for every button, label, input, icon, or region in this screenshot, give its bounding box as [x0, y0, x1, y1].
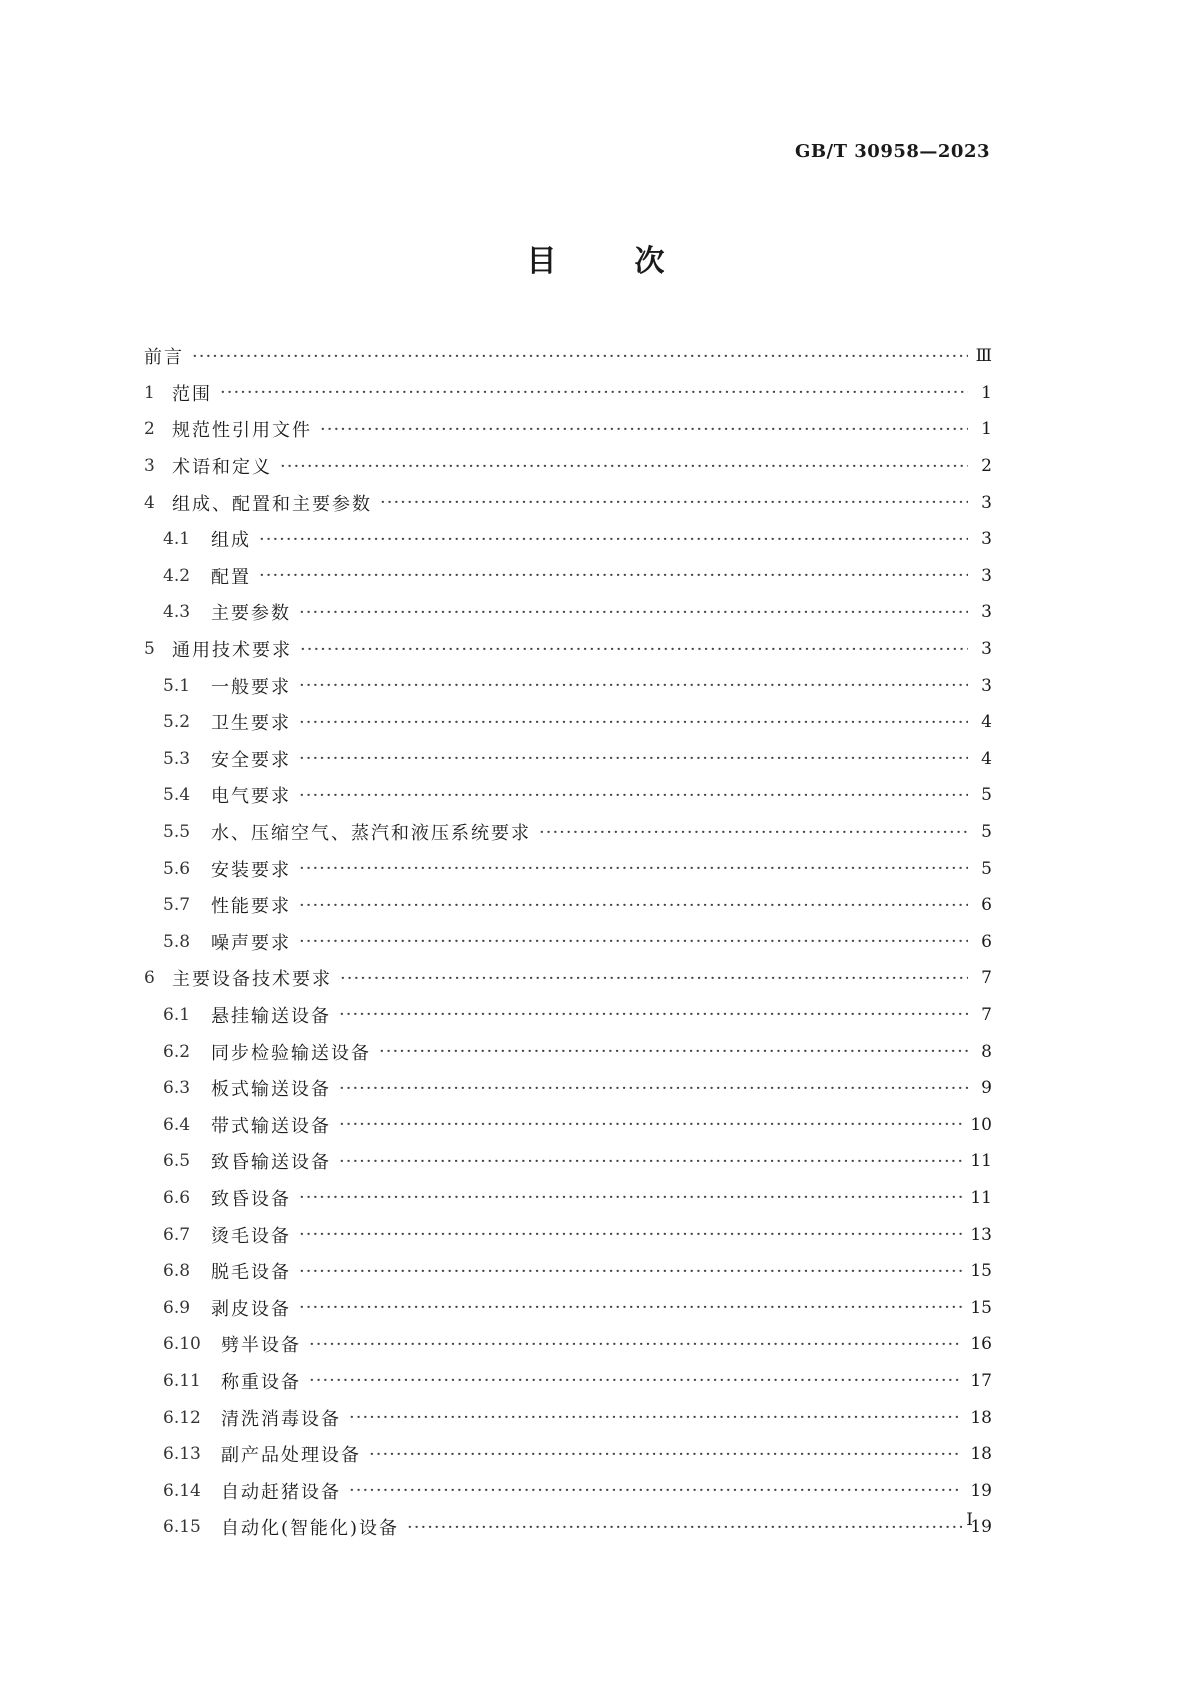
title-char-2: 次 [634, 244, 665, 279]
dot-leader [349, 1480, 962, 1501]
standard-code: GB/T 30958—2023 [794, 141, 990, 162]
toc-entry-page: 2 [981, 456, 992, 477]
toc-entry-page: 19 [970, 1517, 992, 1538]
toc-entry-label: 清洗消毒设备 [221, 1408, 341, 1430]
toc-entry-number: 4.1 [163, 529, 191, 550]
table-of-contents [144, 338, 992, 1546]
toc-entry[interactable] [144, 411, 992, 448]
dot-leader [309, 1334, 962, 1355]
toc-entry[interactable] [144, 667, 992, 704]
toc-entry-page: 18 [970, 1407, 992, 1428]
toc-entry-label: 一般要求 [211, 676, 291, 698]
toc-entry-page: 17 [970, 1370, 992, 1391]
toc-entry-label: 通用技术要求 [172, 640, 292, 662]
dot-leader [339, 1078, 968, 1099]
toc-entry[interactable] [144, 850, 992, 887]
dot-leader [299, 1297, 962, 1318]
toc-entry[interactable] [144, 631, 992, 668]
toc-entry-number: 6.2 [163, 1041, 191, 1062]
toc-entry[interactable] [144, 814, 992, 851]
toc-entry-label: 水、压缩空气、蒸汽和液压系统要求 [211, 823, 531, 845]
toc-entry-number: 6.7 [163, 1224, 191, 1245]
toc-entry-number: 6.4 [163, 1114, 191, 1135]
toc-entry[interactable] [144, 1033, 992, 1070]
dot-leader [320, 419, 968, 440]
toc-entry[interactable] [144, 1216, 992, 1253]
toc-entry-page: 8 [981, 1041, 992, 1062]
dot-leader [299, 1224, 962, 1245]
toc-entry[interactable] [144, 558, 992, 595]
toc-entry-page: 11 [970, 1151, 992, 1172]
dot-leader [259, 529, 968, 550]
dot-leader [299, 602, 968, 623]
toc-entry-label: 同步检验输送设备 [211, 1042, 371, 1064]
toc-entry-page: 5 [981, 822, 992, 843]
toc-entry-label: 剥皮设备 [211, 1298, 291, 1320]
toc-entry-number: 6.3 [163, 1078, 191, 1099]
toc-entry-label: 卫生要求 [211, 713, 291, 735]
toc-entry-page: 11 [970, 1187, 992, 1208]
toc-entry-number: 6.9 [163, 1297, 191, 1318]
toc-entry-page: 3 [981, 675, 992, 696]
toc-entry-page: 13 [970, 1224, 992, 1245]
toc-entry-number: 6.5 [163, 1151, 191, 1172]
toc-entry-number: 3 [144, 456, 155, 477]
toc-entry-number: 6.11 [163, 1370, 201, 1391]
toc-entry-label: 板式输送设备 [211, 1079, 331, 1101]
toc-entry-label: 电气要求 [211, 786, 291, 808]
toc-entry-page: 3 [981, 492, 992, 513]
toc-entry-page: 19 [970, 1480, 992, 1501]
toc-entry-number: 6.15 [163, 1517, 201, 1538]
toc-entry-page: 15 [970, 1261, 992, 1282]
toc-entry-page: 1 [981, 382, 992, 403]
toc-entry-label: 悬挂输送设备 [211, 1005, 331, 1027]
toc-entry[interactable] [144, 1106, 992, 1143]
toc-entry-label: 副产品处理设备 [221, 1445, 361, 1467]
dot-leader [299, 895, 968, 916]
dot-leader [299, 712, 968, 733]
toc-entry[interactable] [144, 1436, 992, 1473]
toc-entry-label: 范围 [172, 383, 212, 405]
page-number: I [966, 1510, 973, 1530]
toc-entry-number: 5.3 [163, 748, 191, 769]
toc-entry[interactable] [144, 448, 992, 485]
toc-entry-label: 主要设备技术要求 [172, 969, 332, 991]
toc-entry-page: 15 [970, 1297, 992, 1318]
toc-entry[interactable] [144, 1070, 992, 1107]
toc-entry[interactable] [144, 1143, 992, 1180]
toc-entry-page: 3 [981, 639, 992, 660]
toc-entry[interactable] [144, 1472, 992, 1509]
toc-entry-number: 6.6 [163, 1187, 191, 1208]
toc-entry[interactable] [144, 997, 992, 1034]
dot-leader [539, 822, 968, 843]
dot-leader [407, 1517, 962, 1538]
dot-leader [369, 1444, 962, 1465]
toc-entry-label: 安全要求 [211, 749, 291, 771]
dot-leader [309, 1370, 962, 1391]
toc-entry[interactable] [144, 338, 992, 375]
toc-entry-number: 6.10 [163, 1334, 201, 1355]
toc-entry[interactable] [144, 484, 992, 521]
toc-entry-number: 6.12 [163, 1407, 201, 1428]
dot-leader [299, 1261, 962, 1282]
toc-entry-label: 组成 [211, 530, 251, 552]
toc-entry-number: 5.2 [163, 712, 191, 733]
toc-entry-page: 7 [981, 968, 992, 989]
toc-entry-label: 致昏设备 [211, 1188, 291, 1210]
toc-entry-number: 5.8 [163, 931, 191, 952]
toc-entry-page: 5 [981, 785, 992, 806]
dot-leader [379, 1041, 968, 1062]
dot-leader [299, 858, 968, 879]
toc-entry[interactable] [144, 1363, 992, 1400]
toc-entry-page: 4 [981, 712, 992, 733]
dot-leader [299, 931, 968, 952]
toc-entry-number: 5.7 [163, 895, 191, 916]
dot-leader [380, 492, 968, 513]
toc-entry[interactable] [144, 1399, 992, 1436]
toc-entry-label: 劈半设备 [221, 1335, 301, 1357]
dot-leader [340, 968, 968, 989]
toc-entry-page: 3 [981, 602, 992, 623]
toc-entry-page: 18 [970, 1444, 992, 1465]
dot-leader [192, 346, 968, 367]
toc-entry[interactable] [144, 887, 992, 924]
toc-entry-number: 5.5 [163, 822, 191, 843]
toc-entry-number: 5.1 [163, 675, 191, 696]
toc-entry-label: 自动赶猪设备 [221, 1481, 341, 1503]
dot-leader [349, 1407, 962, 1428]
toc-entry[interactable] [144, 960, 992, 997]
toc-entry-number: 4.3 [163, 602, 191, 623]
toc-entry-label: 术语和定义 [172, 457, 272, 479]
toc-entry-number: 5 [144, 639, 155, 660]
toc-entry-label: 安装要求 [211, 859, 291, 881]
toc-entry[interactable] [144, 1253, 992, 1290]
toc-entry-label: 自动化(智能化)设备 [221, 1518, 400, 1540]
toc-entry-number: 4 [144, 492, 155, 513]
toc-entry-label: 组成、配置和主要参数 [172, 493, 372, 515]
toc-entry-number: 4.2 [163, 565, 191, 586]
toc-entry-page: 9 [981, 1078, 992, 1099]
toc-entry[interactable] [144, 521, 992, 558]
dot-leader [280, 456, 968, 477]
page-title [0, 236, 1191, 280]
dot-leader [259, 565, 968, 586]
toc-entry[interactable] [144, 1289, 992, 1326]
toc-entry[interactable] [144, 777, 992, 814]
toc-entry-label: 规范性引用文件 [172, 420, 312, 442]
toc-entry[interactable] [144, 375, 992, 412]
toc-entry-page: 6 [981, 895, 992, 916]
dot-leader [339, 1114, 962, 1135]
toc-entry-number: 6.1 [163, 1004, 191, 1025]
toc-entry-label: 性能要求 [211, 896, 291, 918]
toc-entry-page: Ⅲ [975, 346, 992, 367]
title-char-1: 目 [526, 244, 557, 279]
toc-entry-page: 1 [981, 419, 992, 440]
toc-entry[interactable] [144, 1326, 992, 1363]
dot-leader [339, 1004, 968, 1025]
toc-entry-page: 4 [981, 748, 992, 769]
toc-entry-number: 6.13 [163, 1444, 201, 1465]
dot-leader [339, 1151, 962, 1172]
toc-entry-number: 6.8 [163, 1261, 191, 1282]
dot-leader [299, 1187, 962, 1208]
dot-leader [299, 748, 968, 769]
dot-leader [300, 639, 968, 660]
toc-entry[interactable] [144, 594, 992, 631]
toc-entry-label: 脱毛设备 [211, 1262, 291, 1284]
toc-entry-label: 致昏输送设备 [211, 1152, 331, 1174]
toc-entry[interactable] [144, 704, 992, 741]
toc-entry-label: 主要参数 [211, 603, 291, 625]
toc-entry-label: 称重设备 [221, 1371, 301, 1393]
toc-entry[interactable] [144, 1509, 992, 1546]
toc-entry-label: 前言 [144, 347, 184, 369]
toc-entry-page: 5 [981, 858, 992, 879]
toc-entry-page: 3 [981, 529, 992, 550]
toc-entry-label: 噪声要求 [211, 932, 291, 954]
toc-entry-number: 6.14 [163, 1480, 201, 1501]
toc-entry-page: 3 [981, 565, 992, 586]
toc-entry-number: 6 [144, 968, 155, 989]
toc-entry-number: 5.6 [163, 858, 191, 879]
toc-entry-number: 2 [144, 419, 155, 440]
toc-entry[interactable] [144, 924, 992, 961]
toc-entry-page: 10 [970, 1114, 992, 1135]
toc-entry-page: 6 [981, 931, 992, 952]
toc-entry[interactable] [144, 1180, 992, 1217]
toc-entry-label: 带式输送设备 [211, 1115, 331, 1137]
toc-entry[interactable] [144, 741, 992, 778]
toc-entry-page: 16 [970, 1334, 992, 1355]
toc-entry-number: 1 [144, 382, 155, 403]
dot-leader [220, 382, 968, 403]
toc-entry-label: 配置 [211, 566, 251, 588]
dot-leader [299, 675, 968, 696]
toc-entry-page: 7 [981, 1004, 992, 1025]
toc-entry-label: 烫毛设备 [211, 1225, 291, 1247]
dot-leader [299, 785, 968, 806]
toc-entry-number: 5.4 [163, 785, 191, 806]
